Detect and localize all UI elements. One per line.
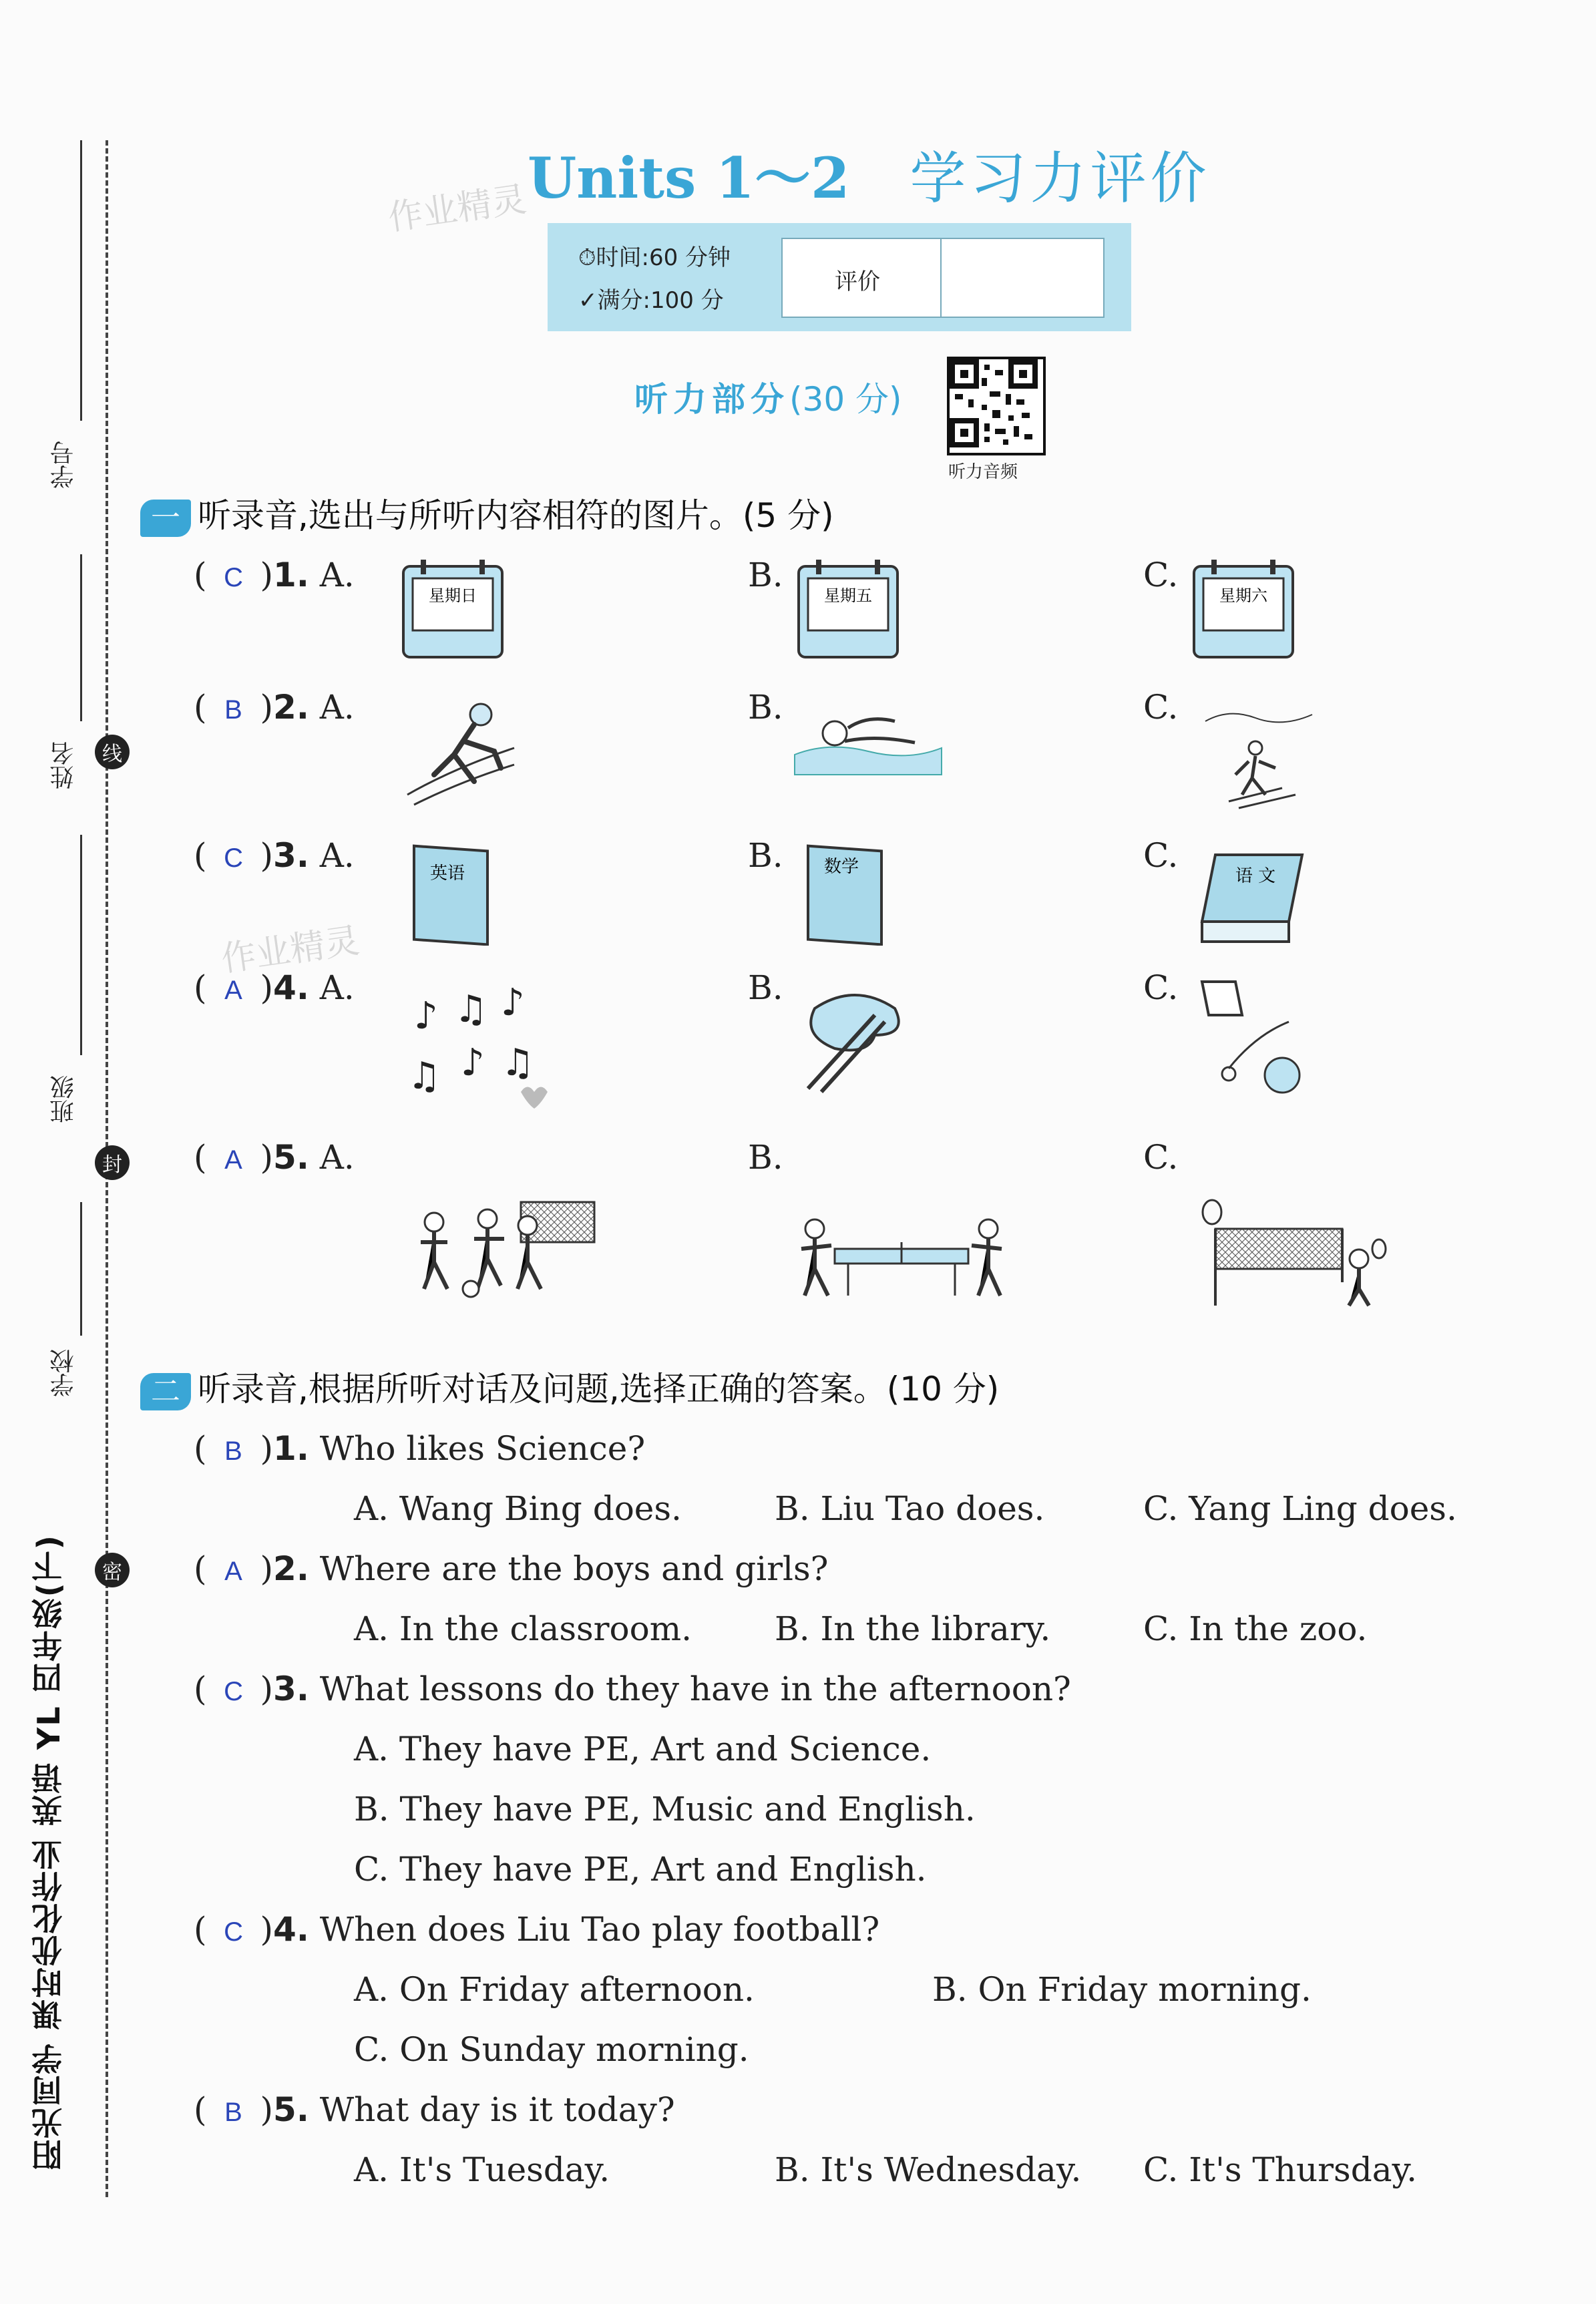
badminton-image bbox=[1189, 1195, 1389, 1309]
answer-mark: B bbox=[224, 695, 242, 725]
watermark-text: 作业精灵 bbox=[385, 179, 529, 239]
option-b: B. It's Wednesday. bbox=[775, 2150, 1082, 2189]
svg-text:语 文: 语 文 bbox=[1235, 866, 1276, 886]
exam-info-box bbox=[548, 223, 1131, 331]
option-b-label: B. bbox=[748, 688, 783, 727]
page-title bbox=[528, 134, 1210, 214]
option-a: A. On Friday afternoon. bbox=[354, 1970, 755, 2009]
option-b: B. They have PE, Music and English. bbox=[354, 1790, 976, 1829]
calendar-friday-image bbox=[796, 560, 900, 660]
svg-text:星期六: 星期六 bbox=[1219, 586, 1267, 605]
time-limit: ⏱时间:60 分钟 bbox=[578, 244, 731, 271]
skiing-image bbox=[1202, 695, 1316, 815]
svg-text:♪: ♪ bbox=[414, 994, 438, 1038]
music-notes-image bbox=[401, 975, 554, 1109]
option-b-label: B. bbox=[748, 556, 783, 594]
option-b-label: B. bbox=[748, 1138, 783, 1177]
option-c: C. In the zoo. bbox=[1143, 1609, 1368, 1648]
part1-question-2: ( B )2. A. bbox=[194, 688, 355, 727]
name-line bbox=[80, 554, 82, 721]
swimming-image bbox=[788, 701, 948, 781]
part2-question-2: ( A )2. Where are the boys and girls? bbox=[194, 1549, 829, 1588]
part2-question-4: ( C )4. When does Liu Tao play football? bbox=[194, 1910, 880, 1949]
answer-mark: B bbox=[224, 1436, 242, 1466]
option-b: B. Liu Tao does. bbox=[775, 1489, 1045, 1528]
svg-text:星期五: 星期五 bbox=[824, 586, 872, 605]
option-c-label: C. bbox=[1143, 1138, 1179, 1177]
answer-mark: B bbox=[224, 2098, 242, 2127]
option-c-label: C. bbox=[1143, 688, 1179, 727]
part1-question-5: ( A )5. A. bbox=[194, 1138, 355, 1177]
watermark-text-2: 作业精灵 bbox=[218, 920, 362, 980]
binding-label-student-number: 学号 bbox=[50, 441, 77, 489]
listening-section-heading: 听力部分(30 分) bbox=[634, 380, 902, 419]
school-line bbox=[80, 1202, 82, 1336]
binding-label-class: 班级 bbox=[50, 1075, 77, 1123]
option-c: C. It's Thursday. bbox=[1143, 2150, 1418, 2189]
seal-seal-mark: 封 bbox=[95, 1145, 130, 1180]
svg-text:英语: 英语 bbox=[429, 863, 465, 884]
skating-image bbox=[401, 688, 521, 808]
part1-question-3: ( C )3. A. bbox=[194, 836, 355, 875]
sports-equipment-image bbox=[1189, 975, 1309, 1095]
option-b: B. In the library. bbox=[775, 1609, 1051, 1648]
option-a: A. It's Tuesday. bbox=[354, 2150, 610, 2189]
svg-text:♪: ♪ bbox=[501, 981, 525, 1024]
answer-mark: C bbox=[224, 1677, 243, 1706]
book-spine-title: 阳光同学 课时优化作业 英语 YL 四年级(下) bbox=[31, 1534, 67, 2170]
svg-text:♫: ♫ bbox=[407, 1054, 441, 1098]
part2-question-3: ( C )3. What lessons do they have in the afternoon? bbox=[194, 1670, 1071, 1708]
answer-mark: C bbox=[224, 843, 243, 873]
option-c: C. On Sunday morning. bbox=[354, 2030, 749, 2069]
binding-label-school: 学校 bbox=[50, 1349, 77, 1397]
answer-mark: C bbox=[224, 563, 243, 592]
option-a: A. They have PE, Art and Science. bbox=[354, 1730, 932, 1768]
svg-text:♫: ♫ bbox=[501, 1041, 535, 1085]
english-book-image bbox=[407, 839, 501, 946]
evaluation-label: 评价 bbox=[835, 268, 880, 295]
answer-mark: A bbox=[224, 1557, 242, 1586]
part1-instruction: 一 听录音,选出与所听内容相符的图片。(5 分) bbox=[140, 489, 834, 537]
title-cn: 学习力评价 bbox=[910, 146, 1211, 211]
full-score: ✓满分:100 分 bbox=[578, 287, 724, 314]
part2-instruction: 二 听录音,根据所听对话及问题,选择正确的答案。(10 分) bbox=[140, 1362, 999, 1410]
seal-line-mark: 线 bbox=[95, 735, 130, 769]
option-a: A. Wang Bing does. bbox=[354, 1489, 682, 1528]
part2-number-badge: 二 bbox=[140, 1373, 191, 1410]
option-c: C. Yang Ling does. bbox=[1143, 1489, 1457, 1528]
painting-palette-image bbox=[795, 982, 915, 1095]
svg-text:♪: ♪ bbox=[461, 1041, 485, 1085]
calendar-saturday-image bbox=[1191, 560, 1295, 660]
answer-mark: A bbox=[224, 976, 242, 1005]
option-b-label: B. bbox=[748, 968, 783, 1007]
qr-code-label: 听力音频 bbox=[948, 462, 1018, 482]
binding-label-name: 姓名 bbox=[50, 741, 77, 789]
table-tennis-image bbox=[788, 1215, 1015, 1302]
calendar-sunday-image bbox=[401, 560, 505, 660]
part2-question-1: ( B )1. Who likes Science? bbox=[194, 1429, 646, 1468]
part1-number-badge: 一 bbox=[140, 500, 191, 537]
answer-mark: A bbox=[224, 1145, 242, 1175]
student-number-line bbox=[80, 140, 82, 421]
option-c: C. They have PE, Art and English. bbox=[354, 1850, 927, 1889]
part1-question-4: ( A )4. A. bbox=[194, 968, 355, 1007]
svg-text:♫: ♫ bbox=[454, 988, 488, 1031]
option-a: A. In the classroom. bbox=[354, 1609, 692, 1648]
option-c-label: C. bbox=[1143, 968, 1179, 1007]
class-line bbox=[80, 835, 82, 1055]
option-c-label: C. bbox=[1143, 556, 1179, 594]
option-b: B. On Friday morning. bbox=[932, 1970, 1312, 2009]
football-players-image bbox=[401, 1189, 601, 1302]
option-b-label: B. bbox=[748, 836, 783, 875]
answer-mark: C bbox=[224, 1917, 243, 1947]
evaluation-box bbox=[781, 238, 1105, 318]
chinese-book-image bbox=[1189, 841, 1309, 948]
title-units: Units 1～2 bbox=[528, 145, 850, 211]
math-book-image bbox=[801, 839, 895, 946]
option-c-label: C. bbox=[1143, 836, 1179, 875]
part2-question-5: ( B )5. What day is it today? bbox=[194, 2090, 675, 2129]
svg-text:星期日: 星期日 bbox=[429, 586, 477, 605]
svg-text:数学: 数学 bbox=[823, 857, 859, 877]
part1-question-1: ( C )1. A. bbox=[194, 556, 355, 594]
qr-code-icon[interactable] bbox=[947, 357, 1046, 455]
seal-secret-mark: 密 bbox=[95, 1553, 130, 1587]
